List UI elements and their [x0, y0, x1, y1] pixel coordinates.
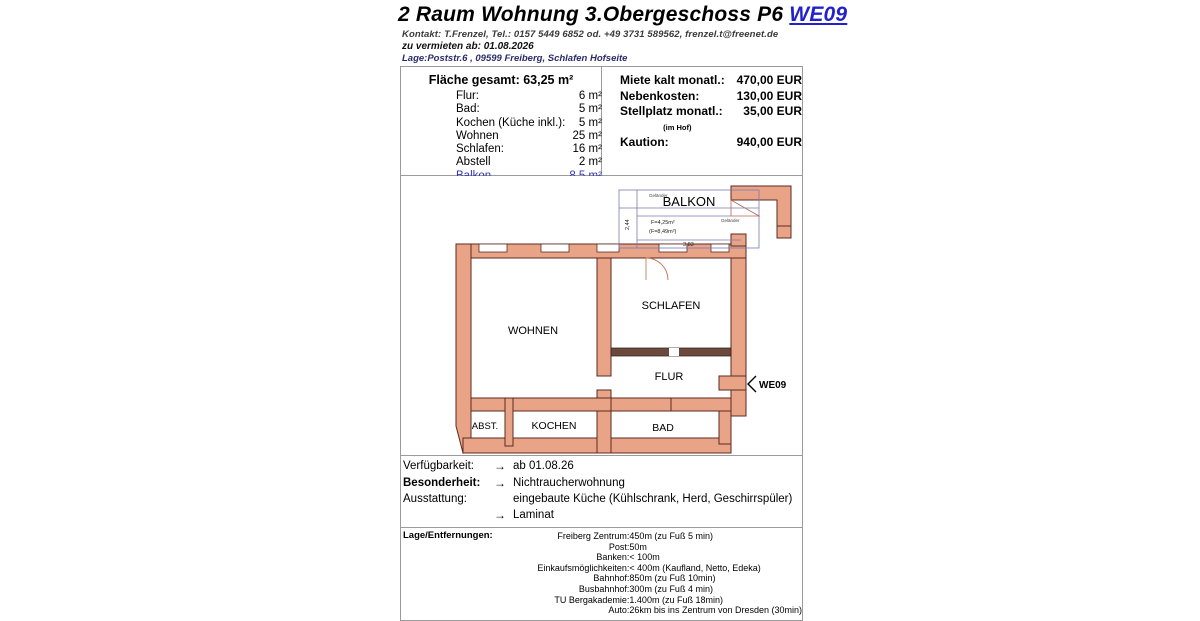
distance-label: Auto:	[608, 605, 630, 616]
table-row	[456, 117, 602, 130]
area-value: 6 m²	[578, 90, 602, 102]
plan-annotation-dim-depth: 2,44	[625, 219, 631, 230]
distance-label: Einkaufsmöglichkeiten:	[537, 562, 630, 573]
cost-label: Nebenkosten:	[620, 88, 700, 103]
page-title	[398, 3, 848, 27]
listing-sheet	[398, 0, 848, 616]
area-value: 25 m²	[572, 129, 602, 142]
area-label: Wohnen	[456, 129, 499, 142]
cost-label: Kaution:	[620, 135, 669, 149]
area-table-container	[401, 67, 602, 175]
floor-plan-drawing	[401, 176, 802, 454]
plan-label-balkon: BALKON	[662, 194, 716, 209]
area-label: Schlafen:	[456, 143, 504, 156]
distance-value: 850m (zu Fuß 10min)	[629, 573, 716, 584]
cost-value: 130,00 EUR	[736, 88, 802, 103]
plan-annotation-railing-right: Geländer	[721, 218, 740, 223]
distance-label: Post:	[608, 541, 630, 552]
table-row	[403, 459, 792, 476]
area-value: 2 m²	[578, 156, 602, 169]
plan-annotation-dim-width: 3,83	[683, 242, 694, 248]
arrow-icon: →	[494, 507, 506, 522]
table-row	[456, 143, 602, 156]
distance-value: 26km bis ins Zentrum von Dresden (30min)	[629, 605, 802, 616]
distance-value: 1.400m (zu Fuß 18min)	[629, 594, 723, 605]
plan-annotation-area-usable: F=4,25m²	[651, 220, 675, 226]
cost-value: 940,00 EUR	[736, 135, 802, 149]
distance-value: 300m (zu Fuß 4 min)	[629, 583, 713, 594]
feature-label: Ausstattung:	[403, 493, 467, 505]
table-row	[620, 135, 802, 151]
feature-label	[403, 508, 487, 525]
address-line: Lage:Poststr.6 , 09599 Freiberg, Schlafen Hofseite	[402, 53, 628, 64]
area-value: 5 m²	[578, 103, 602, 116]
cost-value: 470,00 EUR	[736, 73, 802, 87]
cost-value: 35,00 EUR	[743, 104, 802, 118]
feature-value: eingebaute Küche (Kühlschrank, Herd, Geschirrspüler)	[513, 493, 793, 505]
area-label: Flur:	[456, 90, 479, 102]
features-panel	[400, 456, 803, 528]
stellplatz-note: (im Hof)	[663, 122, 692, 132]
distance-value: < 100m	[629, 552, 660, 563]
distance-value: 50m	[629, 541, 647, 552]
area-label: Kochen (Küche inkl.):	[456, 116, 566, 129]
plan-label-abstell: ABST.	[471, 421, 499, 432]
feature-value: ab 01.08.26	[513, 460, 574, 472]
table-row	[456, 130, 602, 143]
distance-label: Busbahnhof:	[578, 583, 630, 594]
page-title-unit: WE09	[789, 3, 848, 26]
arrow-icon: →	[494, 475, 506, 490]
distance-label: Bahnhof:	[593, 573, 630, 584]
cost-label: Stellplatz monatl.:	[620, 104, 723, 118]
area-table	[456, 90, 602, 183]
table-row	[403, 476, 792, 493]
arrow-icon: →	[494, 459, 506, 473]
plan-label-kochen: KOCHEN	[531, 420, 577, 432]
features-table	[403, 459, 792, 524]
table-row	[620, 73, 802, 89]
table-row	[620, 104, 802, 120]
distance-label: TU Bergakademie:	[554, 594, 630, 605]
distances-table	[403, 531, 802, 616]
area-value: 5 m²	[578, 116, 602, 129]
plan-label-bad: BAD	[652, 422, 674, 434]
plan-label-wohnen: WOHNEN	[507, 325, 559, 337]
floor-plan-panel	[400, 176, 803, 456]
feature-label: Besonderheit:	[403, 476, 481, 489]
cost-table	[620, 73, 802, 151]
area-value: 16 m²	[572, 143, 602, 156]
table-row	[620, 89, 802, 105]
table-row	[403, 531, 802, 542]
table-row	[456, 90, 602, 103]
plan-label-flur: FLUR	[654, 371, 684, 383]
plan-annotation-railing-left: Geländer	[649, 193, 668, 198]
table-row	[403, 508, 792, 525]
distances-panel	[400, 528, 803, 621]
cost-table-container	[602, 67, 802, 175]
entrance-marker-icon	[748, 376, 756, 392]
feature-value: Nichtraucherwohnung	[513, 476, 625, 489]
plan-annotation-entrance: WE09	[759, 380, 787, 391]
contact-line: Kontakt: T.Frenzel, Tel.: 0157 5449 6852 od. +49 3731 589562, frenzel.t@freenet.de	[402, 29, 779, 40]
distance-value: 450m (zu Fuß 5 min)	[629, 531, 713, 541]
distance-value: < 400m (Kaufland, Netto, Edeka)	[629, 562, 761, 573]
distances-heading: Lage/Entfernungen:	[403, 530, 493, 541]
plan-label-schlafen: SCHLAFEN	[641, 300, 701, 312]
area-label: Abstell	[456, 156, 491, 169]
distance-label: Freiberg Zentrum:	[557, 531, 630, 541]
cost-label: Miete kalt monatl.:	[620, 73, 725, 87]
feature-value: Laminat	[513, 508, 554, 521]
available-from-line: zu vermieten ab: 01.08.2026	[402, 41, 534, 52]
page-title-text: 2 Raum Wohnung 3.Obergeschoss P6	[398, 3, 790, 26]
area-label: Bad:	[456, 103, 480, 116]
feature-label: Verfügbarkeit:	[403, 460, 474, 472]
table-row	[456, 103, 602, 116]
total-area-heading: Fläche gesamt: 63,25 m²	[428, 73, 574, 87]
table-row	[456, 156, 602, 169]
table-row	[403, 492, 792, 508]
distance-label: Banken:	[596, 552, 630, 563]
plan-annotation-area-total: (F=8,49m²)	[649, 229, 677, 235]
summary-panel	[400, 66, 803, 176]
plan-walls	[456, 186, 791, 453]
table-row-note	[620, 120, 802, 136]
